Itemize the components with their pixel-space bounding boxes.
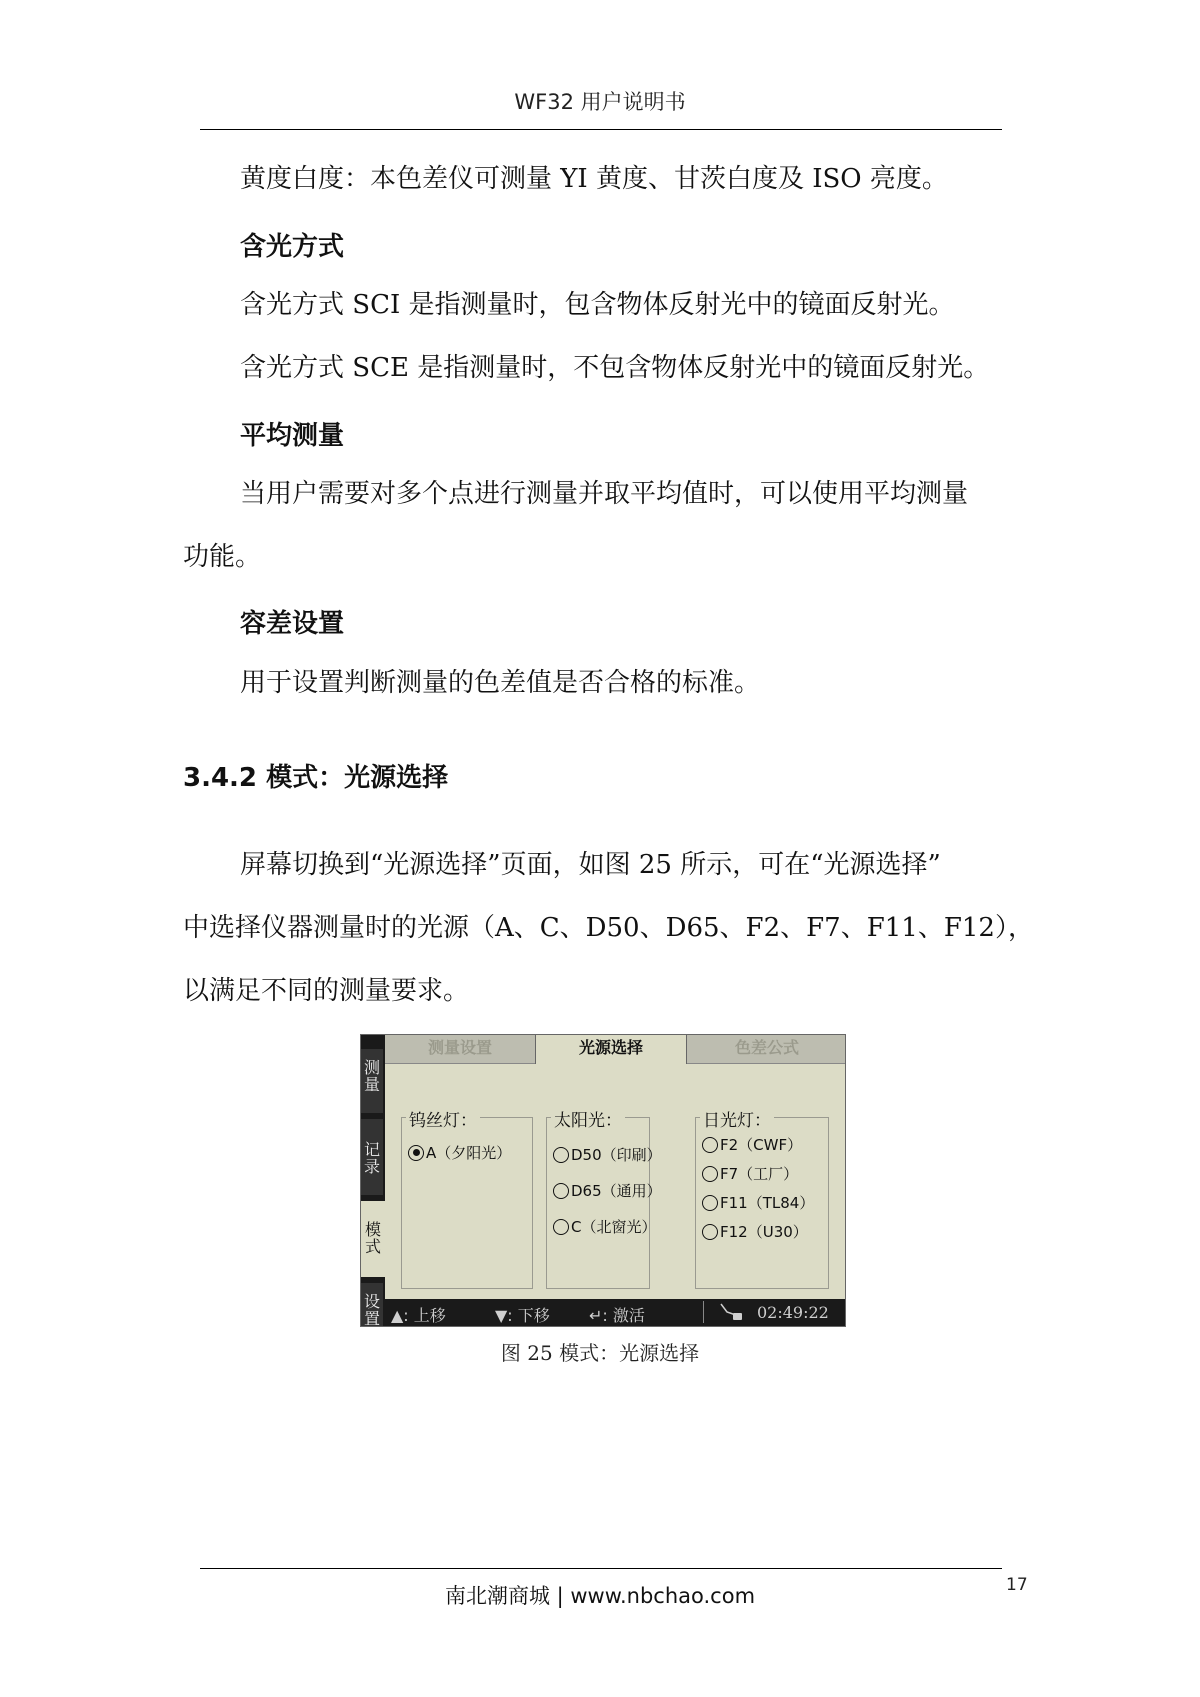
radio-option-label: F11（TL84） [720,1194,815,1212]
radio-option-f2[interactable] [702,1134,802,1155]
heading-tolerance-setting: 容差设置 [240,609,345,639]
radio-unchecked-icon [553,1183,569,1199]
group-tungsten-label: 钨丝灯： [406,1106,480,1131]
status-bar [385,1299,845,1326]
radio-unchecked-icon [702,1166,718,1182]
status-move-up: ▲: 上移 [391,1306,446,1325]
radio-option-f12[interactable] [702,1221,808,1242]
side-tab-records[interactable]: 记录 [361,1119,383,1195]
page-header-title: WF32 用户说明书 [514,90,686,114]
footer-rule [200,1568,1002,1569]
radio-option-label: C（北窗光） [571,1218,657,1236]
group-fluorescent-label: 日光灯： [700,1106,774,1131]
tab-light-source-selection[interactable]: 光源选择 [535,1035,687,1064]
top-tab-bar [385,1035,845,1064]
page-number: 17 [1006,1575,1028,1595]
paragraph-yellowness-whiteness: 黄度白度：本色差仪可测量 YI 黄度、甘茨白度及 ISO 亮度。 [240,164,948,194]
radio-option-label: D65（通用） [571,1182,662,1200]
status-divider [703,1301,704,1323]
side-tab-settings[interactable]: 设置 [361,1283,383,1327]
radio-option-label: F12（U30） [720,1223,808,1241]
tab-measurement-settings[interactable]: 测量设置 [427,1038,492,1057]
side-tab-bar [361,1035,385,1327]
radio-unchecked-icon [702,1224,718,1240]
paragraph-sci: 含光方式 SCI 是指测量时，包含物体反射光中的镜面反射光。 [240,290,955,320]
side-tab-mode[interactable]: 模式 [361,1201,385,1277]
group-fluorescent-lamp [695,1111,829,1289]
radio-option-label: D50（印刷） [571,1146,662,1164]
paragraph-light-line2: 中选择仪器测量时的光源（A、C、D50、D65、F2、F7、F11、F12）， [183,913,1034,943]
radio-option-d65[interactable] [553,1180,662,1201]
paragraph-average-line1: 当用户需要对多个点进行测量并取平均值时，可以使用平均测量 [240,479,969,509]
radio-checked-icon [408,1145,424,1161]
group-daylight [546,1111,662,1289]
radio-option-label: A（夕阳光） [426,1144,512,1162]
group-tungsten-lamp [401,1111,533,1289]
status-clock: 02:49:22 [757,1303,829,1322]
light-source-screenshot [360,1034,846,1327]
status-move-down: ▼: 下移 [495,1306,550,1325]
radio-option-f11[interactable] [702,1192,814,1213]
paragraph-light-line1: 屏幕切换到“光源选择”页面，如图 25 所示，可在“光源选择” [240,850,941,880]
radio-option-d50[interactable] [553,1144,662,1165]
radio-option-f7[interactable] [702,1163,798,1184]
radio-unchecked-icon [702,1137,718,1153]
usb-plug-icon [719,1302,745,1326]
radio-option-a[interactable] [408,1142,511,1163]
tab-color-difference-formula[interactable]: 色差公式 [734,1038,799,1057]
radio-option-label: F7（工厂） [720,1165,799,1183]
radio-option-c[interactable] [553,1216,656,1237]
paragraph-sce: 含光方式 SCE 是指测量时，不包含物体反射光中的镜面反射光。 [240,353,990,383]
side-tab-measure[interactable]: 测量 [361,1049,383,1113]
radio-option-label: F2（CWF） [720,1136,803,1154]
group-daylight-label: 太阳光： [551,1106,625,1131]
radio-unchecked-icon [553,1219,569,1235]
radio-unchecked-icon [553,1147,569,1163]
paragraph-tolerance: 用于设置判断测量的色差值是否合格的标准。 [240,668,761,698]
paragraph-light-line3: 以满足不同的测量要求。 [183,976,470,1006]
heading-gloss-mode: 含光方式 [240,232,345,262]
status-activate: ↵: 激活 [589,1306,645,1325]
figure-caption: 图 25 模式：光源选择 [500,1341,700,1365]
radio-unchecked-icon [702,1195,718,1211]
heading-average-measurement: 平均测量 [240,421,345,451]
section-title: 3.4.2 模式：光源选择 [183,763,449,793]
header-rule [200,129,1002,130]
paragraph-average-line2: 功能。 [183,542,262,572]
footer-site-text: 南北潮商城 | www.nbchao.com [444,1584,756,1608]
